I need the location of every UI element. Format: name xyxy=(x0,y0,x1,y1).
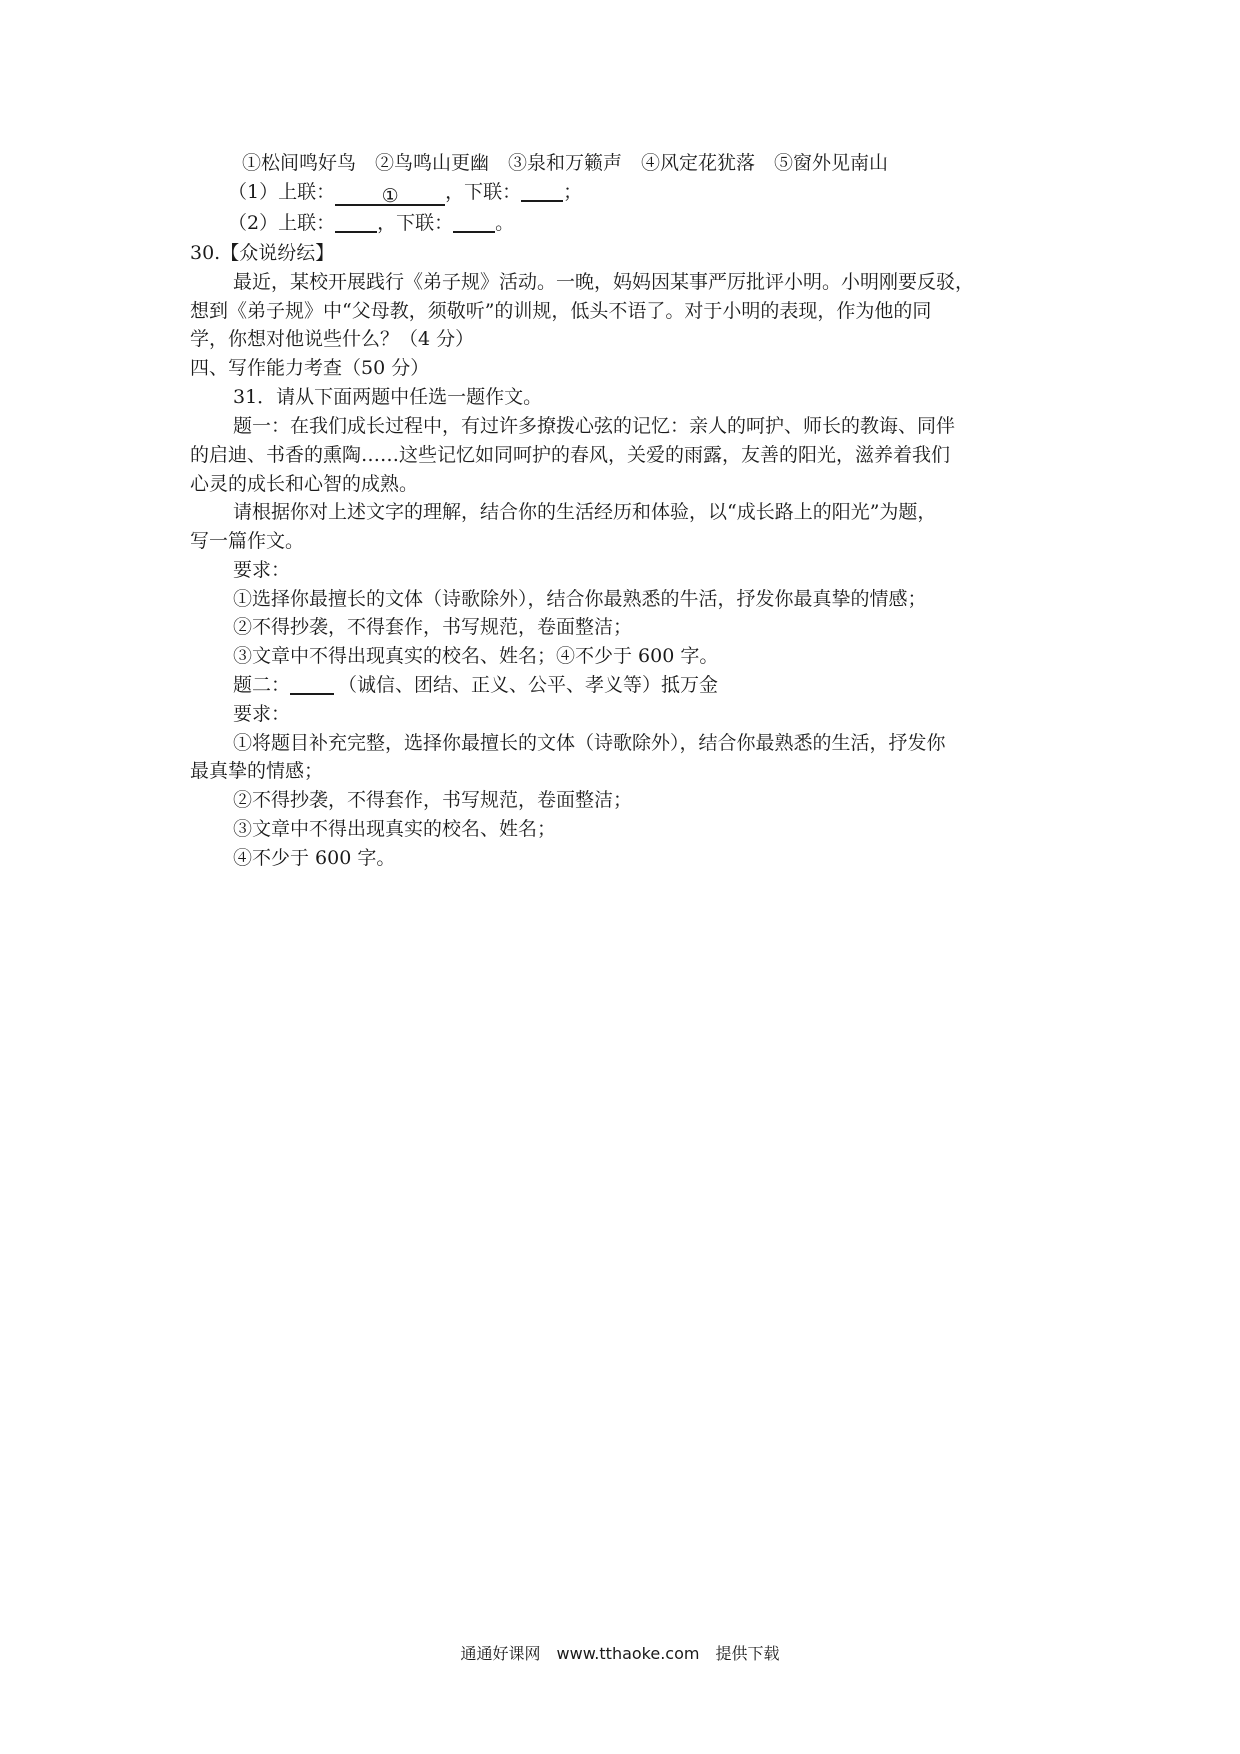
answer-blank-3[interactable] xyxy=(335,211,377,233)
q29-line1-end: ； xyxy=(563,181,583,203)
q29-line1 xyxy=(228,180,1098,206)
q29-line1-label: （1）上联： xyxy=(228,181,336,203)
topic1-line4: 请根据你对上述文字的理解，结合你的生活经历和体验，以“成长路上的阳光”为题， xyxy=(233,501,937,523)
section-four-title: 四、写作能力考查（50 分） xyxy=(190,357,430,379)
topic1-requirements-label: 要求： xyxy=(233,559,291,581)
q29-line2-mid: ，下联： xyxy=(377,212,454,234)
q29-line2-label: （2）上联： xyxy=(228,212,336,234)
topic1-line2: 的启迪、书香的熏陶……这些记忆如同呵护的春风，关爱的雨露，友善的阳光，滋养着我们 xyxy=(190,444,951,466)
q29-line2-end: 。 xyxy=(495,212,515,234)
q30-title: 30.【众说纷纭】 xyxy=(190,242,335,264)
q30-para-line2: 想到《弟子规》中“父母教，须敬听”的训规，低头不语了。对于小明的表现，作为他的同 xyxy=(190,300,932,322)
topic2-req3: ③文章中不得出现真实的校名、姓名； xyxy=(233,818,557,840)
topic2-req2: ②不得抄袭，不得套作，书写规范，卷面整洁； xyxy=(233,789,633,811)
topic2-req1-line2: 最真挚的情感； xyxy=(190,760,324,782)
q29-line1-mid: ，下联： xyxy=(445,181,522,203)
q29-line2 xyxy=(228,211,1098,235)
topic2-title-rest: （诚信、团结、正义、公平、孝义等）抵万金 xyxy=(338,674,719,696)
q31-intro: 31．请从下面两题中任选一题作文。 xyxy=(233,386,543,408)
answer-blank-2[interactable] xyxy=(521,180,563,202)
answer-blank-1[interactable]: ① xyxy=(335,184,445,206)
topic2-title xyxy=(233,673,1103,697)
topic1-req1: ①选择你最擅长的文体（诗歌除外），结合你最熟悉的牛活，抒发你最真挚的情感； xyxy=(233,588,927,610)
topic1-line3: 心灵的成长和心智的成熟。 xyxy=(190,473,419,495)
topic1-line1: 题一：在我们成长过程中，有过许多撩拨心弦的记忆：亲人的呵护、师长的教诲、同伴 xyxy=(233,415,956,437)
topic2-requirements-label: 要求： xyxy=(233,703,291,725)
answer-blank-4[interactable] xyxy=(453,211,495,233)
q30-para-line3: 学，你想对他说些什么？（4 分） xyxy=(190,328,475,350)
q29-options: ①松间鸣好鸟 ②鸟鸣山更幽 ③泉和万籁声 ④风定花犹落 ⑤窗外见南山 xyxy=(242,152,889,174)
topic1-req2: ②不得抄袭，不得套作，书写规范，卷面整洁； xyxy=(233,616,633,638)
topic1-line5: 写一篇作文。 xyxy=(190,530,305,552)
topic2-req4: ④不少于 600 字。 xyxy=(233,847,396,869)
topic2-blank[interactable] xyxy=(290,673,334,695)
topic2-label: 题二： xyxy=(233,674,291,696)
q30-para-line1: 最近，某校开展践行《弟子规》活动。一晚，妈妈因某事严厉批评小明。小明刚要反驳， xyxy=(233,271,975,293)
topic2-req1-line1: ①将题目补充完整，选择你最擅长的文体（诗歌除外），结合你最熟悉的生活，抒发你 xyxy=(233,732,946,754)
topic1-req3: ③文章中不得出现真实的校名、姓名；④不少于 600 字。 xyxy=(233,645,719,667)
page-footer: 通通好课网 www.tthaoke.com 提供下载 xyxy=(460,1644,780,1663)
